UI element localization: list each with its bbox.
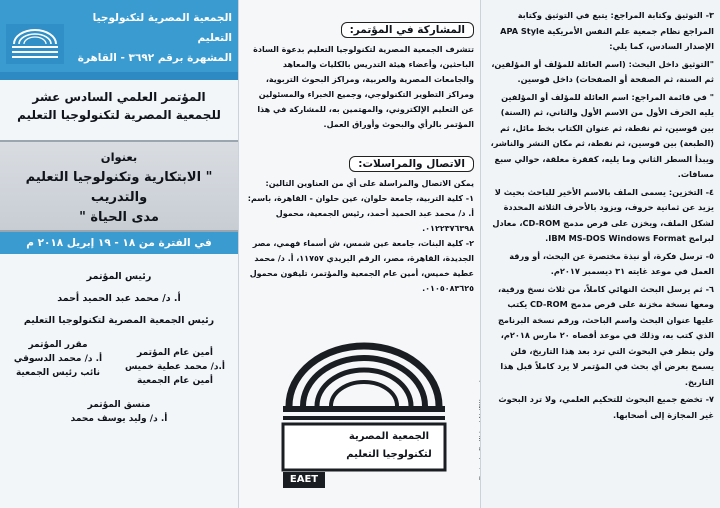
president-block [8, 266, 230, 332]
president-title: رئيس الجمعية المصرية لتكنولوجيا التعليم [23, 315, 215, 326]
secretary-title: أمين عام الجمعية [136, 376, 214, 386]
conference-title-line1: المؤتمر العلمي السادس عشر [32, 90, 206, 104]
participation-text: تتشرف الجمعية المصرية لتكنولوجيا التعليم بدعوة السادة الباحثين، وأعضاء هيئة التدريس بالكليات والمعاهد والجامعات المصرية والعربية، ومراكز البحوث التربوية، ومراكز التطوير التكنولوجي، وجميع الخبراء والمسئولين عن التعليم الإلكتروني، والمهتمين به، للمشاركة في هذا المؤتمر بالرأي والبحوث وأوراق العمل. [253, 45, 474, 129]
president-name: أ. د/ محمد عبد الحميد أحمد [57, 293, 181, 304]
theme-line1: " الابتكارية وتكنولوجيا التعليم والتدريب [25, 170, 213, 205]
participation-section [244, 18, 474, 132]
rapporteur-name: أ. د/ محمد الدسوقي [13, 354, 103, 364]
contact-intro: يمكن الاتصال والمراسلة على أي من العناوين التالين: [265, 179, 474, 188]
contact-address-1: ١- كلية التربية، جامعة حلوان، عين حلوان - القاهرة، باسم: أ. د/ محمد عبد الحميد أحمد، رئيس الجمعية، محمول ٠١٢٢٣٧٦٣٩٨. [247, 194, 474, 233]
org-name-line2: المشهرة برقم ٣٦٩٢ - القاهرة [77, 52, 232, 64]
coordinator-role: منسق المؤتمر [87, 400, 151, 410]
emblem-line1: الجمعية المصرية [348, 431, 430, 442]
guideline-3b: " في قائمة المراجع: اسم العائلة للمؤلف أو المؤلفين يليه الحرف الأول من الاسم الأول والثاني، ثم (السنة) بين قوسين، ثم نقطة، ثم عنوان الكتاب بخط مائل، ثم (الطبعة) بين قوسين، ثم نقطة، ثم مكان النشر والناشر، ويبدأ السطر الثاني وما يليه، كفقرة معلقة، حوالي سبع مسافات. [490, 91, 714, 179]
conference-title-line2: للجمعية المصرية لتكنولوجيا التعليم [17, 108, 221, 122]
secretary-general [116, 346, 234, 388]
rapporteur-role: مقرر المؤتمر [28, 340, 88, 350]
participation-heading: المشاركة في المؤتمر: [341, 22, 474, 38]
guidelines-text [486, 8, 714, 425]
secretary-role: أمين عام المؤتمر [137, 348, 213, 358]
theme-label: بعنوان [100, 150, 138, 164]
rapporteur [4, 338, 112, 380]
conference-title [8, 88, 230, 124]
contact-heading: الاتصال والمراسلات: [349, 156, 474, 172]
guideline-6: ٦- ثم يرسل البحث النهائي كاملاً، من ثلاث نسخ ورقية، ومعها نسخة مخزنة على قرص مدمج CD-ROM يكتب عليها عنوان البحث واسم الباحث، ورقم نسخة البرنامج الذي كتب به، وذلك في موعد أقصاه ٢٠ مارس ٢٠١٨م، ولن ينظر في البحوث التي ترد بعد هذا التاريخ، فلن يسمح بعرض أي بحث في المؤتمر لا يرد كاملاً قبل هذا التاريخ. [497, 283, 714, 387]
coordinator-name: أ. د/ وليد يوسف محمد [70, 414, 168, 424]
guideline-4: ٤- التخزين: يسمى الملف بالاسم الأخير للباحث بحيث لا يزيد عن ثمانية حروف، ويزود بالأحرف الثلاثة المحددة لشكل الملف، ويخزن على قرص مدمج CD-ROM، معادل لبرامج IBM MS-DOS Windows Format. [492, 186, 714, 243]
emblem-graphic-icon [273, 322, 455, 492]
emblem-arabic-text [327, 428, 451, 464]
emblem-acronym: EAET [289, 474, 319, 485]
society-emblem [273, 322, 455, 492]
rapporteur-title: نائب رئيس الجمعية [15, 368, 101, 378]
org-banner [0, 0, 238, 72]
org-name-line1: الجمعية المصرية لتكنولوجيا التعليم [92, 12, 232, 44]
guidelines-panel [480, 0, 720, 508]
contact-address-2: ٢- كلية البنات، جامعة عين شمس، ش أسماء فهمي، مصر الجديدة، القاهرة، مصر، الرقم البريدي ١١٧٥٧، أ. د/ محمد عطية خميس، أمين عام الجمعية والمؤتمر، تليفون محمول ٠١٠٥٠٨٣٦٢٥. [249, 239, 474, 293]
guideline-5: ٥- ترسل فكرة، أو نبذة مختصرة عن البحث، أو ورقة العمل في موعد غايته ٣١ ديسمبر ٢٠١٧م. [509, 250, 714, 276]
theme-text [6, 168, 232, 228]
president-role: رئيس المؤتمر [86, 271, 152, 282]
theme-line2: مدى الحياة " [79, 210, 159, 225]
banner-divider [0, 72, 238, 80]
conference-theme-box [0, 140, 238, 232]
org-name [62, 8, 232, 68]
emblem-line2: لتكنولوجيا التعليم [346, 449, 432, 460]
guideline-3: ٣- التوثيق وكتابة المراجع: يتبع في التوثيق وكتابة المراجع نظام جمعية علم النفس الأمريكية APA Style الإصدار السادس، كما يلي: [500, 10, 714, 51]
secretary-name: أ.د/ محمد عطية خميس [124, 362, 226, 372]
conference-dates: في الفترة من ١٨ - ١٩ إبريل ٢٠١٨ م [0, 232, 238, 254]
contact-section [244, 152, 474, 296]
society-logo-icon [6, 24, 64, 64]
cover-panel [0, 0, 238, 508]
coordinator [34, 398, 204, 426]
guideline-7: ٧- تخضع جميع البحوث للتحكيم العلمي، ولا ترد البحوث غير المجازة إلى أصحابها. [498, 394, 714, 420]
contact-panel [238, 0, 480, 508]
guideline-3a: "التوثيق داخل البحث: (اسم العائلة للمؤلف أو المؤلفين، ثم السنة، ثم الصفحة أو الصفحات) داخل قوسين. [491, 58, 714, 84]
